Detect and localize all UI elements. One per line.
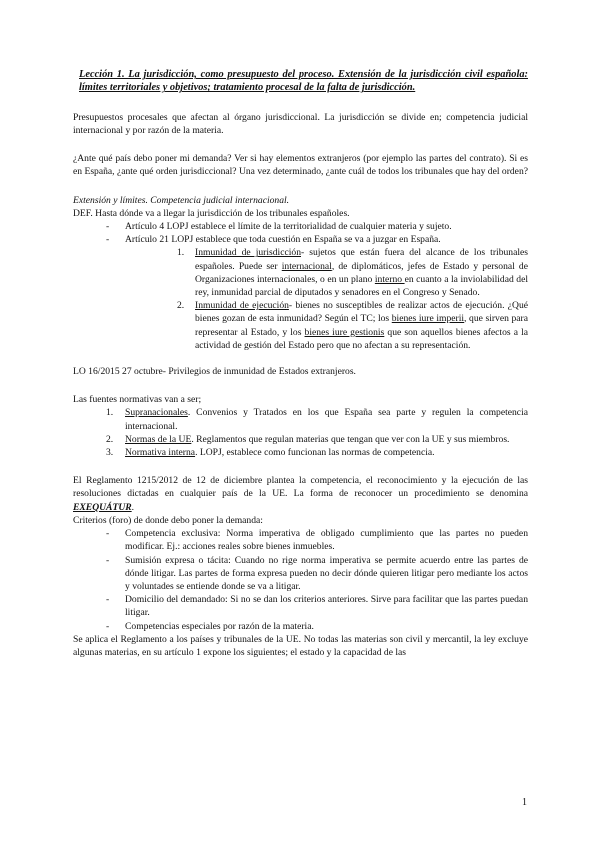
term-normativa-interna: Normativa interna [125, 447, 196, 459]
term-iure-imperii: bienes iure imperii [391, 313, 465, 325]
section-heading: Extensión y límites. Competencia judicial internacional. [73, 194, 290, 206]
term-supranacionales: Supranacionales [125, 407, 188, 419]
list-item: - Sumisión expresa o tácita: Cuando no rige norma imperativa se permite acuerdo entre las partes de dónde litigar. Las partes de forma expresa pueden no decir dónde quieren litigar pero mediante los actos y voluntades se entiende donde se va a litigar. [73, 554, 528, 594]
paragraph-questions: ¿Ante qué país debo poner mi demanda? Ver si hay elementos extranjeros (por ejemplo las partes del contrato). Si es en España, ¿ante qué orden jurisdiccional? Una vez determinado, ¿ante cuál de todos los tribunales que hay del orden? [73, 153, 528, 178]
article-21-text: Artículo 21 LOPJ establece que toda cuestión en España se va a juzgar en España. [125, 234, 441, 246]
list-item: - Competencias especiales por razón de la materia. [73, 620, 528, 633]
text-segment: - sujetos que están fuera del alcance de los tribunales españoles. Puede ser [195, 247, 528, 272]
term-immunity-execution: Inmunidad de ejecución [195, 300, 289, 312]
lo-reference: LO 16/2015 27 octubre- Privilegios de inmunidad de Estados extranjeros. [73, 366, 356, 378]
list-item-immunity-execution [125, 299, 528, 352]
text-segment: , que sirven para representar al Estado, y los [195, 313, 528, 338]
item-number: 3. [106, 447, 114, 459]
paragraph-presupuestos: Presupuestos procesales que afectan al órgano jurisdiccional. La jurisdicción se divide en; competencia judicial internacional y por razón de la materia. [73, 111, 528, 137]
term-exequatur: EXEQUÁTUR [73, 501, 132, 513]
text-segment: que son aquellos bienes afectos a la actividad de gestión del Estado pero que no afectan a su representación. [195, 326, 529, 351]
list-item: - Artículo 4 LOPJ establece el límite de la territorialidad de cualquier materia y sujeto. [73, 220, 528, 233]
text-segment: - bienes no susceptibles de realizar actos de ejecución. ¿Qué bienes gozan de esta inmunidad? Según el TC; los [195, 300, 528, 325]
articles-list [73, 220, 528, 352]
text-segment: . Reglamentos que regulan materias que tengan que ver con la UE y sus miembros. [191, 433, 510, 445]
paragraph-reglamento [73, 474, 528, 514]
list-item-immunity-jurisdiction [125, 246, 528, 299]
term-internacional: internacional [281, 260, 332, 272]
item-number: 2. [177, 300, 185, 312]
list-item: - Competencia exclusiva: Norma imperativa de obligado cumplimiento que las partes no pueden modificar. Ej.: acciones reales sobre bienes inmuebles. [73, 527, 528, 553]
page-number: 1 [522, 797, 527, 808]
term-immunity-jurisdiction: Inmunidad de jurisdicción [195, 247, 301, 259]
term-iure-gestionis: bienes iure gestionis [304, 326, 385, 338]
lesson-title: Lección 1. La jurisdicción, como presupuesto del proceso. Extensión de la jurisdicción civil española: límites territoriales y objetivos; tratamiento procesal de la falta de jurisdicción. [79, 69, 528, 94]
item-number: 2. [106, 433, 114, 445]
immunities-list [125, 246, 528, 352]
text-segment: en cuanto a la inviolabilidad del rey, inmunidad parcial de diputados y senadores en el Congreso y Senado. [195, 273, 528, 299]
sources-list [73, 406, 528, 459]
list-item [73, 233, 528, 352]
item-number: 1. [106, 407, 114, 419]
term-normas-ue: Normas de la UE [125, 433, 192, 445]
list-item [73, 406, 528, 432]
list-item [73, 433, 528, 446]
definition: DEF. Hasta dónde va a llegar la jurisdicción de los tribunales españoles. [73, 207, 350, 219]
document-page [73, 68, 528, 659]
item-number: 1. [177, 247, 185, 259]
text-segment: . LOPJ, establece como funcionan las normas de competencia. [195, 447, 435, 459]
text-segment: El Reglamento 1215/2012 de 12 de diciembre plantea la competencia, el reconocimiento y la ejecución de las resoluciones dictadas en cualquier país de la UE. La forma de reconocer un procedimiento se denomina [73, 475, 528, 500]
sources-intro: Las fuentes normativas van a ser; [73, 394, 202, 406]
text-segment: , de diplomáticos, jefes de Estado y personal de Organizaciones internacionales, o en un plano [195, 260, 528, 285]
criteria-intro: Criterios (foro) de donde debo poner la demanda: [73, 514, 263, 526]
text-segment: . Convenios y Tratados en los que España sea parte y regulen la competencia internacional. [125, 407, 528, 432]
paragraph-closing: Se aplica el Reglamento a los países y tribunales de la UE. No todas las materias son civil y mercantil, la ley excluye algunas materias, en su artículo 1 expone los siguientes; el estado y la capacidad de las [73, 633, 528, 658]
term-interno: interno [374, 273, 405, 285]
text-segment: . [131, 501, 135, 513]
criteria-list [73, 527, 528, 633]
list-item [73, 446, 528, 459]
list-item: - Domicilio del demandado: Si no se dan los criterios anteriores. Sirve para facilitar que las partes puedan litigar. [73, 593, 528, 619]
